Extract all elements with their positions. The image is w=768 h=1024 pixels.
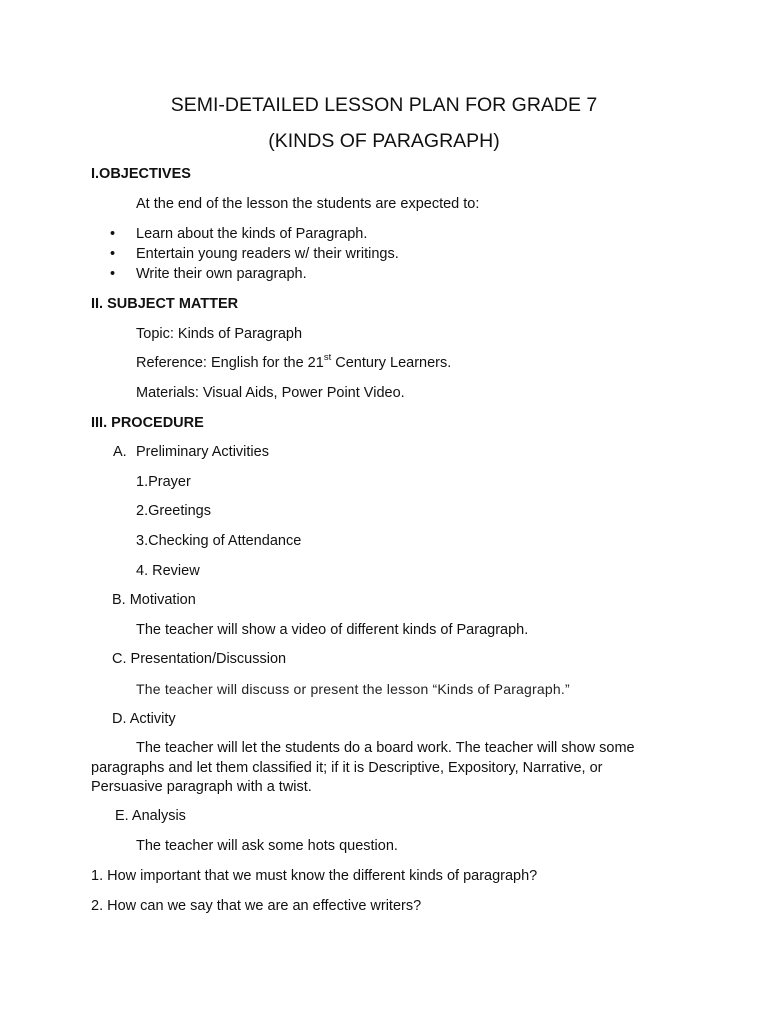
reference-line bbox=[136, 354, 451, 372]
procedure-heading: III. PROCEDURE bbox=[91, 415, 204, 431]
section-b-title: B. Motivation bbox=[112, 592, 196, 608]
step-item: 2.Greetings bbox=[136, 503, 211, 519]
list-item-text: Learn about the kinds of Paragraph. bbox=[136, 226, 368, 242]
section-c-text: The teacher will discuss or present the lesson “Kinds of Paragraph.” bbox=[136, 681, 570, 697]
bullet-icon: • bbox=[110, 266, 116, 282]
bullet-icon: • bbox=[110, 246, 116, 262]
reference-superscript: st bbox=[323, 352, 332, 364]
document-title: SEMI-DETAILED LESSON PLAN FOR GRADE 7 bbox=[170, 94, 598, 116]
section-e-text: The teacher will ask some hots question. bbox=[136, 838, 398, 854]
section-c-title: C. Presentation/Discussion bbox=[112, 651, 287, 667]
question-item: 1. How important that we must know the different kinds of paragraph? bbox=[91, 868, 538, 884]
section-b-text: The teacher will show a video of different kinds of Paragraph. bbox=[136, 622, 529, 638]
section-d-line: Persuasive paragraph with a twist. bbox=[91, 779, 312, 795]
list-item-text: Write their own paragraph. bbox=[136, 266, 307, 282]
section-d-line: The teacher will let the students do a board work. The teacher will show some bbox=[136, 740, 635, 756]
step-item: 3.Checking of Attendance bbox=[136, 533, 302, 549]
section-d-title: D. Activity bbox=[112, 711, 176, 727]
list-item-text: Entertain young readers w/ their writings. bbox=[136, 246, 399, 262]
bullet-icon: • bbox=[110, 226, 116, 242]
reference-suffix: Century Learners. bbox=[331, 355, 452, 371]
document-subtitle: (KINDS OF PARAGRAPH) bbox=[268, 130, 500, 152]
section-e-title: E. Analysis bbox=[115, 808, 186, 824]
objectives-intro: At the end of the lesson the students are expected to: bbox=[136, 196, 480, 212]
section-a-label: A. bbox=[113, 444, 127, 460]
section-a-title: Preliminary Activities bbox=[136, 444, 269, 460]
step-item: 1.Prayer bbox=[136, 474, 191, 490]
topic-line: Topic: Kinds of Paragraph bbox=[136, 326, 303, 342]
question-item: 2. How can we say that we are an effective writers? bbox=[91, 898, 422, 914]
subject-matter-heading: II. SUBJECT MATTER bbox=[91, 296, 239, 312]
step-item: 4. Review bbox=[136, 563, 200, 579]
materials-line: Materials: Visual Aids, Power Point Video. bbox=[136, 385, 405, 401]
objectives-heading: I.OBJECTIVES bbox=[91, 166, 191, 182]
reference-prefix: Reference: English for the 21 bbox=[136, 355, 324, 371]
section-d-line: paragraphs and let them classified it; if it is Descriptive, Expository, Narrative, or bbox=[91, 760, 603, 776]
